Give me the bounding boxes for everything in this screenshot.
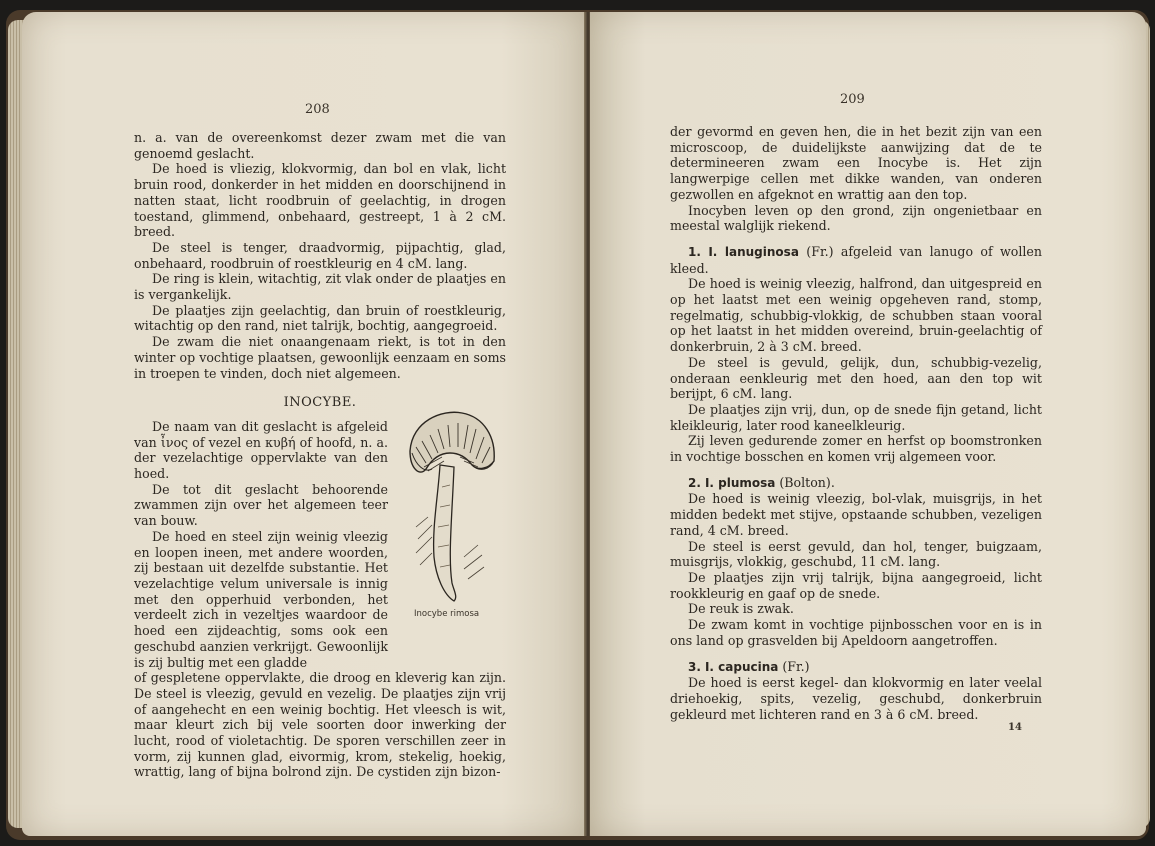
right-page-number: 209 — [840, 92, 865, 107]
species-heading — [670, 244, 1042, 276]
species-heading — [670, 659, 1042, 676]
paragraph: Zij leven gedurende zomer en herfst op boomstronken in vochtige bosschen en komen vrij algemeen voor. — [670, 433, 1042, 465]
paragraph: De steel is tenger, draadvormig, pijpachtig, glad, onbehaard, roodbruin of roestkleurig en 4 cM. lang. — [134, 239, 506, 271]
species-authority: (Fr.) afgeleid van lanugo of wollen kleed. — [670, 243, 1042, 276]
left-page — [22, 12, 586, 836]
species-name: I. plumosa — [704, 475, 776, 490]
paragraph: De tot dit geslacht behoorende zwammen zijn over het algemeen teer van bouw. — [134, 481, 388, 529]
paragraph: n. a. van de overeenkomst dezer zwam met die van genoemd geslacht. — [134, 130, 506, 161]
species-authority: (Fr.) — [778, 658, 810, 674]
paragraph: of gespletene oppervlakte, die droog en kleverig kan zijn. De steel is vleezig, gevuld en vezelig. De plaatjes zijn vrij of aangehecht en een weinig bochtig. Het vleesch is wit, maar kleurt zich bij vele soorten door inwerking der lucht, rood of violetachtig. De sporen verschillen zeer in vorm, zij kunnen glad, eivormig, krom, stekelig, hoekig, wrattig, lang of bijna bolrond zijn. De cystiden zijn bizon- — [134, 670, 506, 780]
paragraph: Inocyben leven op den grond, zijn ongenietbaar en meestal walglijk riekend. — [670, 202, 1042, 234]
paragraph: De hoed is vliezig, klokvormig, dan bol en vlak, licht bruin rood, donkerder in het midden en doorschijnend in natten staat, licht roodbruin of geelachtig, in drogen toestand, glimmend, onbehaard, gestreept, 1 à 2 cM. breed. — [134, 161, 506, 240]
species-number: 3. — [688, 659, 701, 674]
species-number: 2. — [688, 475, 701, 490]
species-authority: (Bolton). — [775, 474, 835, 490]
paragraph: De hoed is eerst kegel- dan klokvormig en later veelal driehoekig, spits, vezelig, geschubd, donkerbruin gekleurd met lichteren rand en 3 à 6 cM. breed. — [670, 675, 1042, 722]
paragraph: De ring is klein, witachtig, zit vlak onder de plaatjes en is vergankelijk. — [134, 271, 506, 303]
right-page — [590, 12, 1146, 836]
figure-caption: Inocybe rimosa — [414, 609, 480, 619]
right-page-text — [670, 124, 1042, 722]
species-number: 1. — [688, 244, 701, 259]
paragraph: De reuk is zwak. — [688, 601, 794, 617]
paragraph: De steel is eerst gevuld, dan hol, tenger, buigzaam, muisgrijs, vlokkig, geschubd, 11 cM. lang. — [670, 538, 1042, 570]
mushroom-illustration — [402, 407, 498, 611]
species-name: I. lanuginosa — [708, 244, 799, 259]
paragraph: De steel is gevuld, gelijk, dun, schubbig-vezelig, onderaan eenkleurig met den hoed, aan den top wit berijpt, 6 cM. lang. — [670, 354, 1042, 402]
paragraph: De hoed en steel zijn weinig vleezig en loopen ineen, met andere woorden, zij bestaan uit dezelfde substantie. Het vezelachtige velum universale is innig met den opperhuid verbonden, het verdeelt zich in vezeltjes waardoor de hoed een zijdeachtig, soms ook een geschubd aanzien verkrijgt. Gewoonlijk is zij bultig met een gladde — [134, 528, 388, 670]
paragraph: De zwam komt in vochtige pijnbosschen voor en is in ons land op grasvelden bij Apeldoorn aangetroffen. — [670, 617, 1042, 648]
species-heading — [670, 475, 1042, 492]
paragraph: De plaatjes zijn geelachtig, dan bruin of roestkleurig, witachtig op den rand, niet talrijk, bochtig, aangegroeid. — [134, 302, 506, 334]
paragraph: De naam van dit geslacht is afgeleid van ἶνος of vezel en κυβή of hoofd, n. a. der vezelachtige oppervlakte van den hoed. — [134, 418, 388, 482]
paragraph: De plaatjes zijn vrij, dun, op de snede fijn getand, licht kleikleurig, later rood kaneelkleurig. — [670, 401, 1042, 433]
paragraph: De zwam die niet onaangenaam riekt, is tot in den winter op vochtige plaatsen, gewoonlijk eenzaam en soms in troepen te vinden, doch niet algemeen. — [134, 334, 506, 381]
paragraph: De hoed is weinig vleezig, halfrond, dan uitgespreid en op het laatst met een weinig opgeheven rand, stomp, regelmatig, schubbig-vlokkig, de schubben staan vooral op het laatst in het midden overeind, bruin-geelachtig of donkerbruin, 2 à 3 cM. breed. — [670, 276, 1042, 355]
left-page-number: 208 — [305, 102, 330, 117]
paragraph: De hoed is weinig vleezig, bol-vlak, muisgrijs, in het midden bedekt met stijve, opstaande schubben, vezeligen rand, 4 cM. breed. — [670, 491, 1042, 538]
paragraph: der gevormd en geven hen, die in het bezit zijn van een microscoop, de duidelijkste aanwijzing dat de te determineeren zwam een Inocybe is. Het zijn langwerpige cellen met dikke wanden, van onderen gezwollen en afgeknot en wrattig aan den top. — [670, 124, 1042, 202]
signature-mark: 14 — [1008, 722, 1022, 733]
species-name: I. capucina — [704, 659, 779, 674]
paragraph: De plaatjes zijn vrij talrijk, bijna aangegroeid, licht rookkleurig en gaaf op de snede. — [670, 569, 1042, 601]
section-heading: INOCYBE. — [283, 395, 357, 411]
